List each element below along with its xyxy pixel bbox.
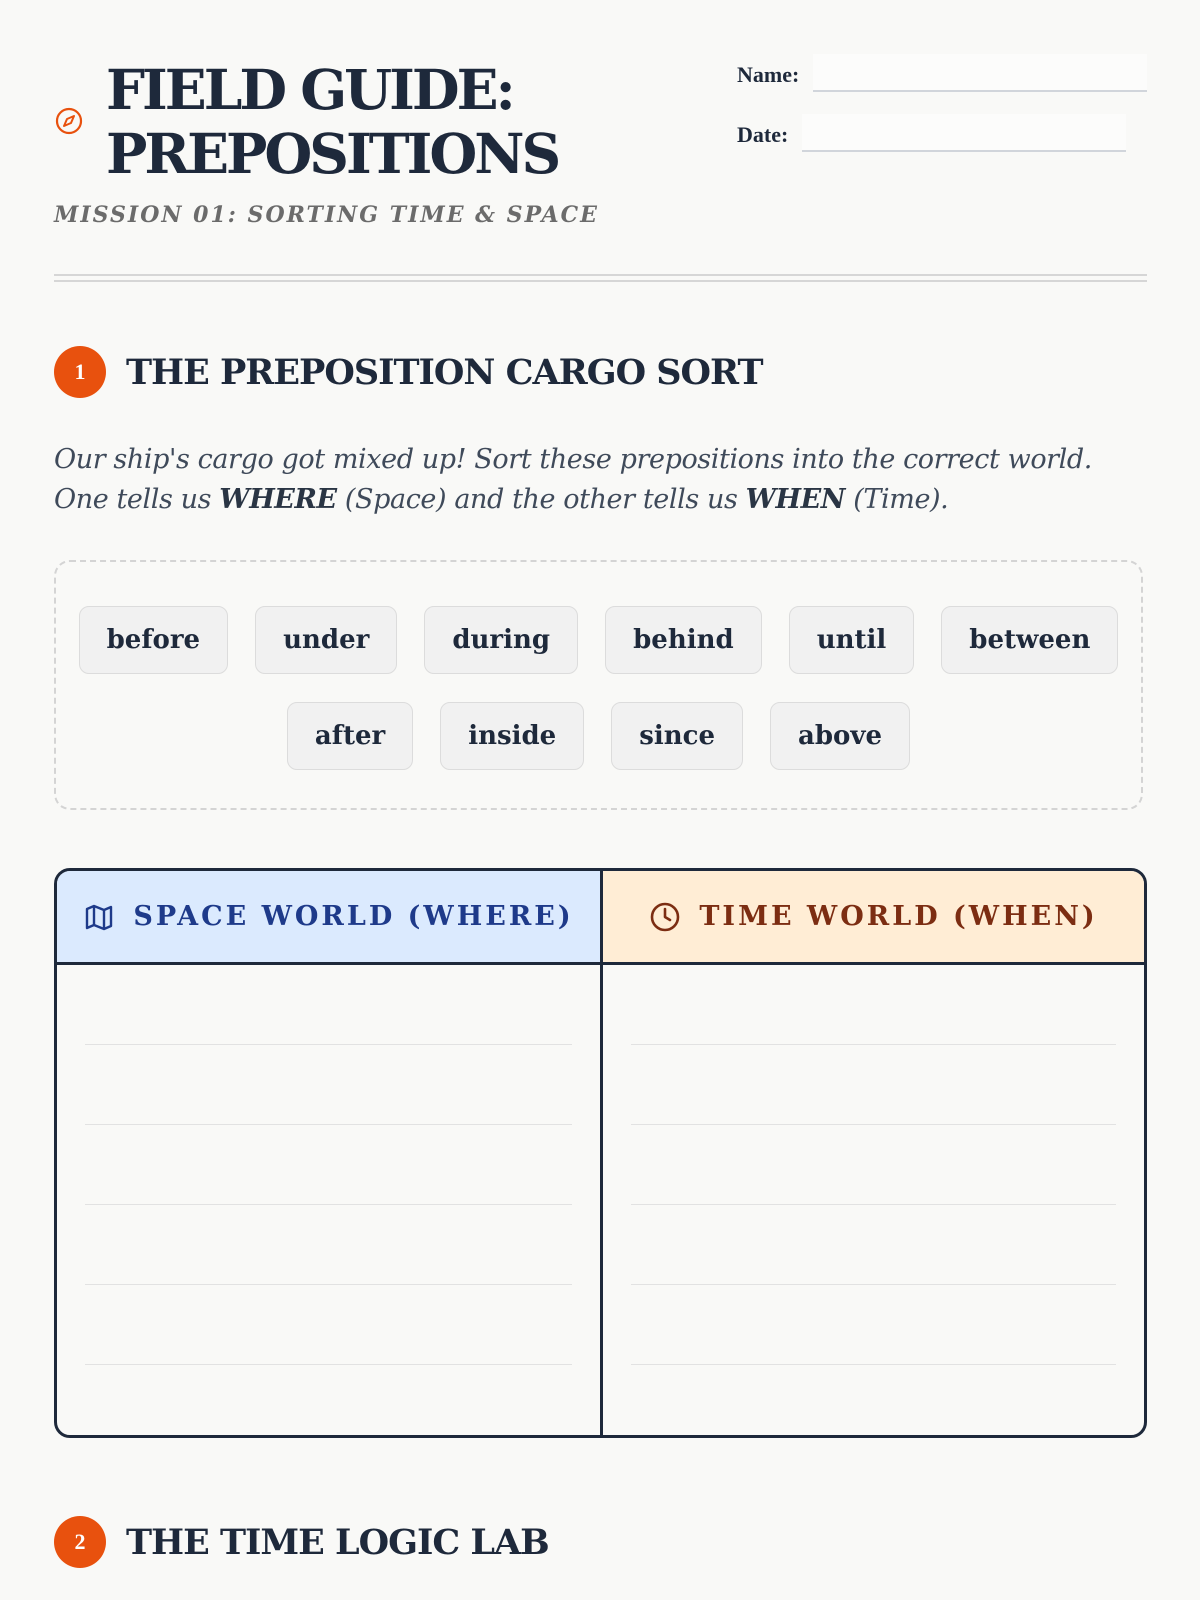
page-title — [106, 58, 558, 186]
space-world-column — [57, 871, 603, 1435]
answer-line[interactable] — [631, 1285, 1116, 1365]
word-chip[interactable]: above — [770, 702, 910, 770]
section-2-badge: 2 — [54, 1516, 106, 1568]
answer-line[interactable] — [631, 1365, 1116, 1438]
time-world-title: TIME WORLD (WHEN) — [699, 901, 1098, 932]
instructions-text-1: Our ship's cargo got mixed up! Sort these prepositions into the correct world. One tells us — [54, 444, 1092, 515]
word-chip[interactable]: after — [287, 702, 413, 770]
word-bank-row-2 — [56, 702, 1141, 770]
student-info-fields — [737, 58, 1147, 178]
word-bank — [54, 560, 1143, 810]
title-line-2: PREPOSITIONS — [106, 121, 559, 186]
word-chip[interactable]: since — [611, 702, 743, 770]
date-label: Date: — [737, 122, 789, 147]
answer-line[interactable] — [631, 965, 1116, 1045]
section-1-title: THE PREPOSITION CARGO SORT — [126, 351, 763, 393]
name-field-row — [737, 58, 1147, 92]
space-world-header — [57, 871, 600, 965]
word-chip[interactable]: before — [79, 606, 229, 674]
word-chip[interactable]: until — [789, 606, 915, 674]
instructions-text-3: (Time). — [845, 484, 949, 515]
time-world-column — [603, 871, 1144, 1435]
name-input[interactable] — [813, 54, 1147, 92]
answer-line[interactable] — [631, 1045, 1116, 1125]
answer-line[interactable] — [85, 1045, 572, 1125]
sorting-table — [54, 868, 1147, 1438]
section-1-badge: 1 — [54, 346, 106, 398]
compass-icon — [54, 106, 84, 136]
section-2-title: THE TIME LOGIC LAB — [126, 1521, 549, 1563]
clock-icon — [649, 901, 681, 933]
answer-line[interactable] — [85, 1205, 572, 1285]
date-field-row — [737, 118, 1147, 152]
answer-line[interactable] — [85, 965, 572, 1045]
worksheet-page — [54, 0, 1147, 1600]
space-world-title: SPACE WORLD (WHERE) — [133, 901, 574, 932]
time-world-header — [603, 871, 1144, 965]
word-chip[interactable]: under — [255, 606, 397, 674]
word-chip[interactable]: behind — [605, 606, 762, 674]
answer-line[interactable] — [85, 1285, 572, 1365]
mission-subtitle: MISSION 01: SORTING TIME & SPACE — [54, 202, 599, 228]
answer-line[interactable] — [631, 1125, 1116, 1205]
answer-line[interactable] — [631, 1205, 1116, 1285]
answer-line[interactable] — [85, 1365, 572, 1438]
name-label: Name: — [737, 62, 800, 87]
header-divider — [54, 274, 1147, 282]
word-chip[interactable]: during — [424, 606, 578, 674]
section-1-heading — [54, 346, 763, 398]
worksheet-header — [54, 58, 1147, 238]
instructions-text-2: (Space) and the other tells us — [336, 484, 746, 515]
map-icon — [83, 901, 115, 933]
word-chip[interactable]: inside — [440, 702, 584, 770]
instructions-when: WHEN — [745, 484, 846, 515]
time-answer-lines — [631, 965, 1116, 1438]
answer-line[interactable] — [85, 1125, 572, 1205]
title-line-1: FIELD GUIDE: — [106, 57, 513, 122]
section-2-heading — [54, 1516, 549, 1568]
section-1-instructions — [54, 440, 1147, 520]
date-input[interactable] — [802, 114, 1126, 152]
word-chip[interactable]: between — [941, 606, 1118, 674]
space-answer-lines — [85, 965, 572, 1438]
instructions-where: WHERE — [219, 484, 337, 515]
word-bank-row-1 — [56, 606, 1141, 674]
